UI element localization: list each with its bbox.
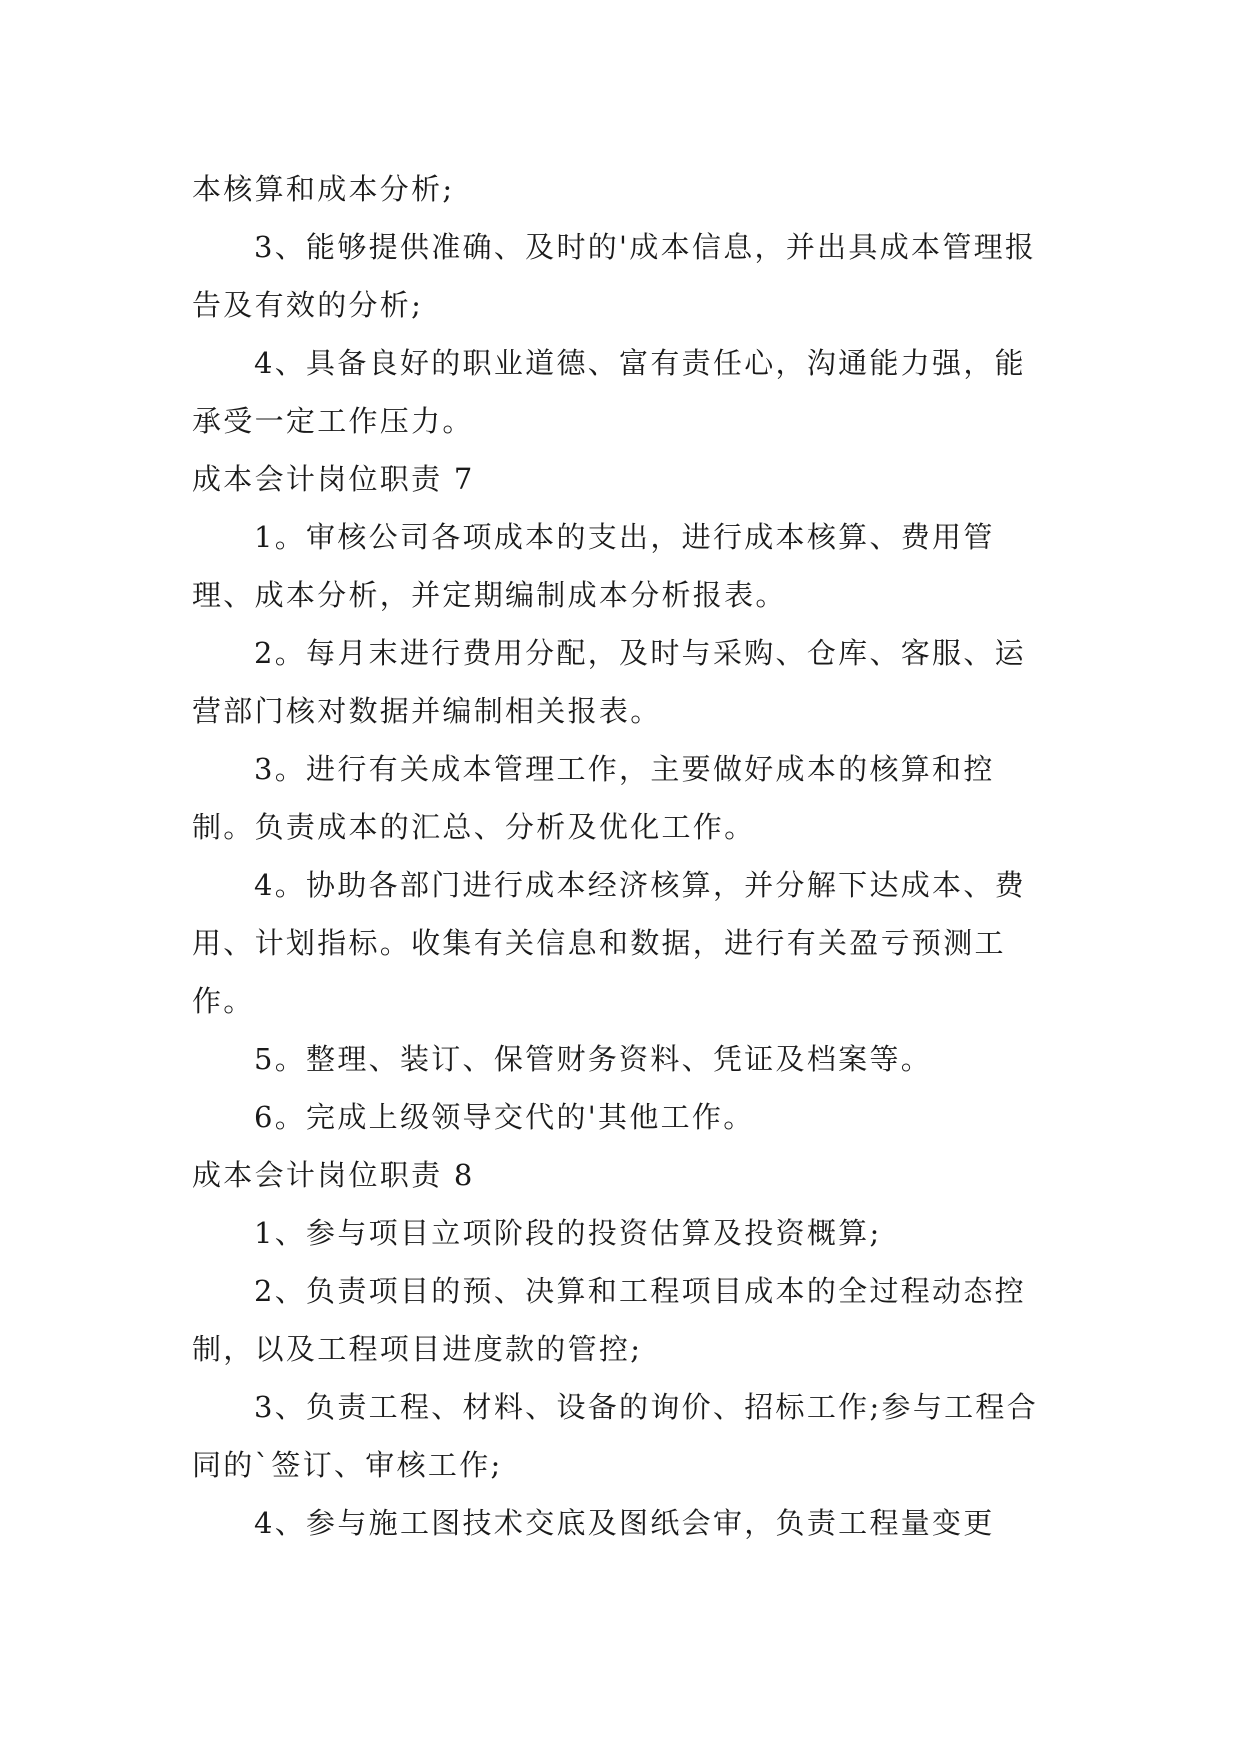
section-heading: 成本会计岗位职责 8 [192,1158,475,1192]
paragraph-item: 3。进行有关成本管理工作，主要做好成本的核算和控制。负责成本的汇总、分析及优化工作。 [192,752,995,844]
paragraph-item: 2、负责项目的预、决算和工程项目成本的全过程动态控制，以及工程项目进度款的管控; [192,1274,1026,1366]
document-body [192,160,1052,1552]
paragraph-item: 4、参与施工图技术交底及图纸会审，负责工程量变更 [254,1506,995,1540]
section-heading: 成本会计岗位职责 7 [192,462,475,496]
paragraph-item: 2。每月末进行费用分配，及时与采购、仓库、客服、运营部门核对数据并编制相关报表。 [192,636,1026,728]
paragraph-item: 3、负责工程、材料、设备的询价、招标工作;参与工程合同的`签订、审核工作; [192,1390,1039,1482]
paragraph-item: 6。完成上级领导交代的'其他工作。 [254,1100,755,1134]
paragraph-item: 1、参与项目立项阶段的投资估算及投资概算; [254,1216,882,1250]
paragraph-item: 4。协助各部门进行成本经济核算，并分解下达成本、费用、计划指标。收集有关信息和数据，进行有关盈亏预测工作。 [192,868,1026,1018]
paragraph-continuation: 本核算和成本分析; [192,172,455,206]
paragraph-item: 1。审核公司各项成本的支出，进行成本核算、费用管理、成本分析，并定期编制成本分析报表。 [192,520,995,612]
paragraph-item: 5。整理、装订、保管财务资料、凭证及档案等。 [254,1042,933,1076]
paragraph-item: 3、能够提供准确、及时的'成本信息，并出具成本管理报告及有效的分析; [192,230,1037,322]
paragraph-item: 4、具备良好的职业道德、富有责任心，沟通能力强，能承受一定工作压力。 [192,346,1026,438]
